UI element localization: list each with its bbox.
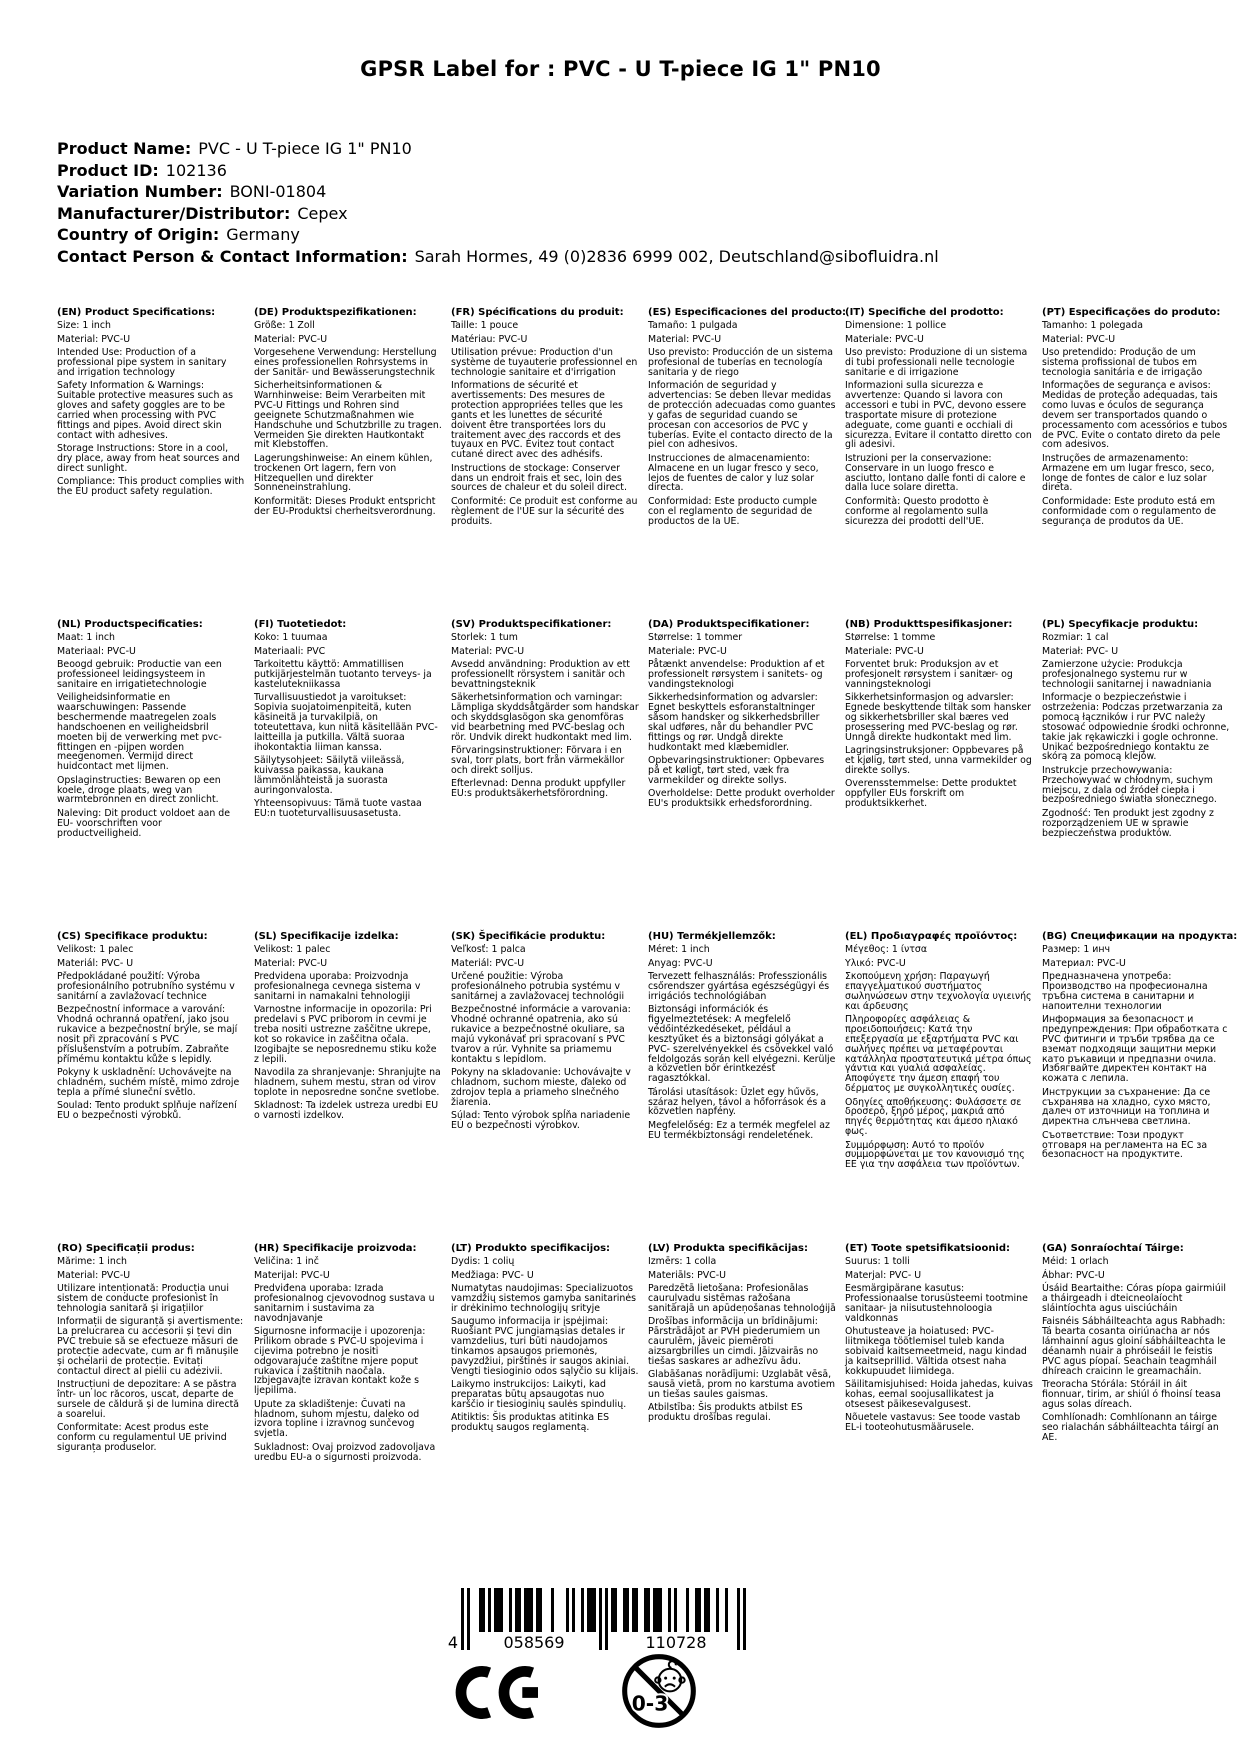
lang-block-paragraph: Instructions de stockage: Conserver dans un endroit frais et sec, loin des sources de chaleur et du soleil direct. [451,462,627,494]
lang-block-paragraph: Tervezett felhasználás: Professzionális csőrendszer gyártása egészségügyi és irrigációs technológiában [648,970,830,1002]
lang-block-paragraph: Safety Information & Warnings: Suitable protective measures such as gloves and safety goggles are to be carried when processing with PVC fittings and pipes. Avoid direct skin contact with adhesives. [57,380,234,441]
lang-block-paragraph: Turvallisuustiedot ja varoitukset: Sopivia suojatoimenpiteitä, kuten käsineitä ja turvakilpiä, on toteutettava, kun niitä käsitellään PVC-laitteilla ja putkilla. Vältä suoraa ihokontaktia liiman kanssa. [254,692,438,753]
lang-block-paragraph: Materiāls: PVC-U [648,1269,726,1281]
lang-block-paragraph: Compliance: This product complies with the EU product safety regulation. [57,475,245,497]
lang-block-paragraph: Sikkerhedsinformation og advarsler: Egnet beskyttels esforanstaltninger såsom handsker og sikkerhedsbriller skal udføres, når du behandler PVC fittings og rør. Undgå direkte hudkontakt med klæbemidler. [648,692,820,753]
product-name-row [57,138,939,160]
lang-block-paragraph: Taille: 1 pouce [451,320,519,332]
lang-block-paragraph: Laikymo instrukcijos: Laikyti, kad preparatas būtų apsaugotas nuo karščio ir tiesioginių saulės spindulių. [451,1378,627,1410]
lang-block-el [845,932,1033,1244]
lang-block-paragraph: Conformità: Questo prodotto è conforme al regolamento sulla sicurezza dei prodotti dell'UE. [845,495,989,527]
lang-block-heading: (RO) Specificații produs: [57,1243,195,1254]
lang-block-paragraph: Påtænkt anvendelse: Produktion af et professionelt rørsystem i sanitets- og vandingsteknologi [648,658,825,690]
contact-row [57,246,939,268]
lang-block-paragraph: Sukladnost: Ovaj proizvod zadovoljava uredbu EU-a o sigurnosti proizvoda. [254,1441,436,1463]
lang-block-paragraph: Velikost: 1 palec [57,944,134,956]
lang-block-paragraph: Bezpečnostní informace a varování: Vhodná ochranná opatření, jako jsou rukavice a bezpečnostní brýle, se mají nosit při zpracování s PVC příslušenstvím a potrubím. Zabraňte přímému kontaktu kůže s lepidly. [57,1004,238,1065]
country-of-origin-value: Germany [226,225,300,245]
lang-block-heading: (EN) Product Specifications: [57,307,216,318]
barcode-bar [743,1588,746,1650]
lang-block-paragraph: Storage Instructions: Store in a cool, dry place, away from heat sources and direct sunlight. [57,442,240,474]
lang-block-paragraph: Úsáid Beartaithe: Córas píopa gairmiúil a tháirgeadh i dteicneolaíocht sláintíochta agus uisciúcháin [1042,1282,1226,1314]
lang-block-paragraph: Uso previsto: Produzione di un sistema di tubi professionali nelle tecnologie sanitarie e di irrigazione [845,346,1028,378]
product-name-value: PVC - U T-piece IG 1" PN10 [198,139,412,158]
variation-number-label: Variation Number: [57,182,223,202]
lang-block-heading: (EL) Προδιαγραφές προϊόντος: [845,931,1018,942]
product-name-label: Product Name: [57,139,192,158]
product-info-block [57,138,939,268]
lang-block-paragraph: Συμμόρφωση: Αυτό το προϊόν συμμορφώνεται με τον κανονισμό της ΕΕ για την ασφάλεια των προϊόντων. [845,1139,1025,1171]
lang-block-paragraph: Avsedd användning: Produktion av ett professionellt rörsystem i sanitär och bevattningsteknik [451,658,630,690]
lang-block-paragraph: Sikkerhetsinformasjon og advarsler: Egnede beskyttende tiltak som hansker og sikkerhetsbriller skal bæres ved prosessering med PVC-beslag og rør. Unngå direkte hudkontakt med lim. [845,692,1031,743]
lang-block-paragraph: Materiale: PVC-U [845,645,924,657]
lang-block-paragraph: Съответствие: Този продукт отговаря на регламента на ЕС за безопасност на продуктите. [1042,1129,1208,1161]
lang-block-paragraph: Informações de segurança e avisos: Medidas de proteção adequadas, tais como luvas e óculos de segurança devem ser transportados quando o processamento com acessórios e tubos de PVC. Evite o contato direto da pele com adesivos. [1042,380,1228,451]
lang-block-pl [1042,620,1230,932]
lang-block-paragraph: Предназначена употреба: Производство на професионална тръбна система в санитарни и напоителни технологии [1042,970,1208,1012]
manufacturer-label: Manufacturer/Distributor: [57,203,291,223]
product-id-row [57,160,939,182]
lang-block-paragraph: Megfelelőség: Ez a termék megfelel az EU termékbiztonsági rendeletének. [648,1119,830,1141]
lang-block-paragraph: Atbilstība: Šis produkts atbilst ES produktu drošības regulai. [648,1402,803,1423]
lang-block-paragraph: Sigurnosne informacije i upozorenja: Prilikom obrade s PVC-U spojevima i cijevima potrebno je nositi odgovarajuće zaštitne mjere poput rukavica i zaštitnih naočala. Izbjegavajte izravan kontakt kože s ljepilima. [254,1325,426,1397]
lang-block-heading: (DE) Produktspezifikationen: [254,307,417,318]
lang-block-paragraph: Tárolási utasítások: Üzlet egy hűvös, száraz helyen, távol a hőforrások és a közvetlen napfény. [648,1086,827,1118]
lang-block-paragraph: Overholdelse: Dette produkt overholder EU's produktsikk erhedsforordning. [648,787,835,809]
lang-block-nb [845,620,1033,932]
lang-block-paragraph: Tamaño: 1 pulgada [648,320,738,332]
lang-block-heading: (CS) Specifikace produktu: [57,931,208,942]
lang-block-paragraph: Předpokládané použití: Výroba profesionálního potrubního systému v sanitární a zavlažovací technice [57,970,235,1002]
lang-block-paragraph: Größe: 1 Zoll [254,320,315,332]
lang-block-heading: (HU) Termékjellemzők: [648,931,776,942]
product-id-value: 102136 [165,160,227,180]
lang-block-paragraph: Vorgesehene Verwendung: Herstellung eines professionellen Rohrsystems in der Sanitär- und Bewässerungstechnik [254,346,437,378]
lang-block-paragraph: Predvidena uporaba: Proizvodnja profesionalnega cevnega sistema v sanitarni in namakalni tehnologiji [254,970,421,1002]
lang-block-paragraph: Tamanho: 1 polegada [1042,320,1143,332]
lang-block-hr [254,1244,442,1556]
lang-block-paragraph: Paredzētā lietošana: Profesionālas cauruļvadu sistēmas ražošana sanitārajā un apūdeņošanas tehnoloģijā [648,1282,836,1314]
lang-block-paragraph: Dydis: 1 colių [451,1256,515,1268]
lang-block-paragraph: Intended Use: Production of a professional pipe system in sanitary and irrigation technology [57,346,227,378]
lang-block-paragraph: Material: PVC-U [648,333,722,345]
lang-block-paragraph: Efterlevnad: Denna produkt uppfyller EU:s produktsäkerhetsförordning. [451,778,626,799]
lang-block-paragraph: Materiaal: PVC-U [57,645,136,657]
lang-block-heading: (LT) Produkto specifikacijos: [451,1243,611,1254]
lang-block-lv [648,1244,836,1556]
lang-block-paragraph: Veiligheidsinformatie en waarschuwingen: Passende beschermende maatregelen zoals handschoenen en veiligheidsbril moeten bij de verwerking met pvc- fittingen en -pijpen worden meegenomen. Vermijd direct huidcontact met lijmen. [57,692,222,773]
lang-block-ga [1042,1244,1230,1556]
lang-block-paragraph: Pokyny k uskladnění: Uchovávejte na chladném, suchém místě, mimo zdroje tepla a přímé sluneční světlo. [57,1066,240,1098]
lang-block-paragraph: Informazioni sulla sicurezza e avvertenze: Quando si lavora con accessori e tubi in PVC, devono essere trasportate misure di protezione adeguate, come guanti e occhiali di sicurezza. Evitare il contatto diretto con gli adesivi. [845,380,1032,451]
lang-block-heading: (HR) Specifikacije proizvoda: [254,1243,417,1254]
lang-block-paragraph: Zamierzone użycie: Produkcja profesjonalnego systemu rur w technologii sanitarnej i nawadniania [1042,658,1212,690]
lang-block-paragraph: Información de seguridad y advertencias: Se deben llevar medidas de protección adecuadas como guantes y gafas de seguridad cuando se procesan con accesorios de PVC y tuberías. Evite el contacto directo de la piel con adhesivos. [648,380,836,451]
manufacturer-value: Cepex [297,203,348,223]
lang-block-paragraph: Rozmiar: 1 cal [1042,632,1109,644]
lang-block-paragraph: Biztonsági információk és figyelmeztetések: A megfelelő védőintézkedéseket, például a kesztyűket és a biztonsági gólyákat a PVC- szerelvényekkel és csövekkel való feldolgozás során kell elvégezni. Kerülje a közvetlen bőr érintkezést ragasztókkal. [648,1004,836,1085]
lang-block-heading: (BG) Спецификации на продукта: [1042,931,1238,942]
lang-block-paragraph: Säilytysohjeet: Säilytä viileässä, kuivassa paikassa, kaukana lämmönlähteistä ja suorasta auringonvalosta. [254,754,405,796]
lang-block-ro [57,1244,245,1556]
lang-block-paragraph: Numatytas naudojimas: Specializuotos vamzdžių sistemos gamyba sanitarinės ir drėkinimo technologijų srityje [451,1282,636,1314]
lang-block-paragraph: Dimensione: 1 pollice [845,320,947,332]
lang-block-paragraph: Materiaali: PVC [254,645,326,657]
lang-block-paragraph: Méret: 1 inch [648,944,710,956]
lang-block-paragraph: Conformidade: Este produto está em conformidade com o regulamento de segurança de produtos da UE. [1042,495,1217,527]
barcode-left-digits: 058569 [503,1633,565,1652]
lang-block-paragraph: Materiale: PVC-U [648,645,727,657]
lang-block-paragraph: Varnostne informacije in opozorila: Pri predelavi s PVC priborom in cevmi je treba nositi ustrezne zaščitne ukrepe, kot so rokavice in zaščitna očala. Izogibajte se neposrednemu stiku kože z lepili. [254,1004,437,1065]
lang-block-fi [254,620,442,932]
lang-block-paragraph: Soulad: Tento produkt splňuje nařízení EU o bezpečnosti výrobků. [57,1099,237,1121]
lang-block-paragraph: Conformitate: Acest produs este conform cu regulamentul UE privind siguranța produselor. [57,1421,227,1453]
lang-block-nl [57,620,245,932]
lang-block-paragraph: Материал: PVC-U [1042,957,1126,969]
variation-number-value: BONI-01804 [229,182,327,202]
lang-block-paragraph: Tarkoitettu käyttö: Ammatillisen putkijärjestelmän tuotanto terveys- ja kastelutekniikassa [254,658,432,690]
lang-block-heading: (NB) Produkttspesifikasjoner: [845,619,1013,630]
lang-block-paragraph: Naleving: Dit product voldoet aan de EU- voorschriften voor productveiligheid. [57,807,230,839]
lang-block-heading: (PT) Especificações do produto: [1042,307,1221,318]
lang-block-paragraph: Инструкции за съхранение: Да се съхранява на хладно, сухо място, далеч от източници на топлина и директна слънчева светлина. [1042,1086,1211,1128]
lang-block-paragraph: Информация за безопасност и предупреждения: При обработката с PVC фитинги и тръби трябва да се вземат подходящи защитни мерки като ръкавици и предпазни очила. Избягвайте директен контакт на кожата с лепила. [1042,1013,1228,1085]
lang-block-paragraph: Maat: 1 inch [57,632,115,644]
page-title: GPSR Label for : PVC - U T-piece IG 1" PN10 [360,57,881,81]
lang-block-paragraph: Conformité: Ce produit est conforme au règlement de l'UE sur la sécurité des produits. [451,495,638,527]
lang-block-paragraph: Størrelse: 1 tommer [648,632,743,644]
lang-block-paragraph: Material: PVC-U [254,957,328,969]
lang-block-paragraph: Opbevaringsinstruktioner: Opbevares på et køligt, tørt sted, væk fra varmekilder og direkte sollys. [648,754,825,786]
lang-block-paragraph: Størrelse: 1 tomme [845,632,936,644]
lang-block-paragraph: Mărime: 1 inch [57,1256,127,1268]
lang-block-heading: (ET) Toote spetsifikatsioonid: [845,1243,1011,1254]
lang-block-heading: (LV) Produkta specifikācijas: [648,1243,808,1254]
lang-block-paragraph: Μέγεθος: 1 ίντσα [845,944,928,956]
lang-block-paragraph: Informacje o bezpieczeństwie i ostrzeżenia: Podczas przetwarzania za pomocą łączników i rur PVC należy stosować odpowiednie środki ochronne, takie jak rękawiczki i gogle ochronne. Unikać bezpośredniego kontaktu ze skórą za pomocą klejów. [1042,692,1230,763]
contact-value: Sarah Hormes, 49 (0)2836 6999 002, Deutschland@sibofluidra.nl [414,246,939,266]
lang-block-paragraph: Zgodność: Ten produkt jest zgodny z rozporządzeniem UE w sprawie bezpieczeństwa produktów. [1042,807,1214,839]
lang-block-paragraph: Navodila za shranjevanje: Shranjujte na hladnem, suhem mestu, stran od virov toplote in neposredne sončne svetlobe. [254,1066,441,1098]
lang-block-paragraph: Uso pretendido: Produção de um sistema profissional de tubos em tecnologia sanitária e de irrigação [1042,346,1203,378]
lang-block-paragraph: Medžiaga: PVC- U [451,1269,534,1281]
lang-block-paragraph: Bezpečnostné informácie a varovania: Vhodné ochranné opatrenia, ako sú rukavice a bezpečnostné okuliare, sa majú vykonávať pri spracovaní s PVC tvarov a rúr. Vyhnite sa priamemu kontaktu s lepidlom. [451,1004,631,1065]
lang-block-paragraph: Istruzioni per la conservazione: Conservare in un luogo fresco e asciutto, lontano dalle fonti di calore e dalla luce solare diretta. [845,452,1026,494]
lang-block-heading: (SV) Produktspecifikationer: [451,619,612,630]
lang-block-paragraph: Materiál: PVC- U [57,957,134,969]
lang-block-paragraph: Yhteensopivuus: Tämä tuote vastaa EU:n tuoteturvallisuusasetusta. [254,797,422,819]
lang-block-cs [57,932,245,1244]
lang-block-paragraph: Förvaringsinstruktioner: Förvara i en sval, torr plats, bort från värmekällor och direkt solljus. [451,744,625,776]
lang-block-paragraph: Velikost: 1 palec [254,944,331,956]
lang-block-paragraph: Informations de sécurité et avertissements: Des mesures de protection appropriées telles que les gants et les lunettes de sécurité doivent être transportées lors du traitement avec des raccords et des tuyaux en PVC. Évitez tout contact cutané direct avec des adhésifs. [451,380,623,461]
lang-block-paragraph: Veličina: 1 inč [254,1256,319,1268]
barcode-right-digits: 110728 [645,1633,707,1652]
language-grid [57,307,1238,1556]
lang-block-lt [451,1244,639,1556]
age-warning-0-3-icon [620,1652,698,1734]
lang-block-sv [451,620,639,932]
lang-block-paragraph: Izmērs: 1 colla [648,1256,717,1268]
lang-block-paragraph: Πληροφορίες ασφάλειας & προειδοποιήσεις: Κατά την επεξεργασία με εξαρτήματα PVC και σωλήνες πρέπει να μεταφέρονται κατάλληλα προστατευτικά μέτρα όπως γάντια και γυαλιά ασφαλείας. Αποφύγετε την άμεση επαφή του δέρματος με συγκολλητικές ουσίες. [845,1013,1032,1095]
lang-block-sk [451,932,639,1244]
age-warning-range-text: 0-3 [631,1691,669,1716]
lang-block-paragraph: Treoracha Stórála: Stóráil in áit fionnuar, tirim, ar shiúl ó fhoinsí teasa agus solas díreach. [1042,1378,1221,1410]
lang-block-heading: (GA) Sonraíochtaí Táirge: [1042,1243,1184,1254]
lang-block-paragraph: Upute za skladištenje: Čuvati na hladnom, suhom mjestu, daleko od izvora topline i izravnog sunčevog svjetla. [254,1398,420,1440]
lang-block-de [254,308,442,620]
variation-number-row [57,181,939,203]
lang-block-paragraph: Instrucciones de almacenamiento: Almacene en un lugar fresco y seco, lejos de fuentes de calor y luz solar directa. [648,452,819,494]
lang-block-paragraph: Säilitamisjuhised: Hoida jahedas, kuivas kohas, eemal soojusallikatest ja otsesest päikesevalgusest. [845,1378,1033,1410]
lang-block-heading: (ES) Especificaciones del producto: [648,307,847,318]
lang-block-paragraph: Pokyny na skladovanie: Uchovávajte v chladnom, suchom mieste, ďaleko od zdrojov tepla a priameho slnečného žiarenia. [451,1066,631,1108]
lang-block-paragraph: Ábhar: PVC-U [1042,1269,1105,1281]
lang-block-paragraph: Glabāšanas norādījumi: Uzglabāt vēsā, sausā vietā, prom no karstuma avotiem un tiešas saules gaismas. [648,1368,836,1400]
ce-mark-icon [452,1666,538,1723]
lang-block-es [648,307,847,620]
lang-block-paragraph: Koko: 1 tuumaa [254,632,328,644]
lang-block-paragraph: Utilisation prévue: Production d'un système de tuyauterie professionnel en technologie sanitaire et d'irrigation [451,346,638,378]
product-id-label: Product ID: [57,160,159,180]
lang-block-paragraph: Säkerhetsinformation och varningar: Lämpliga skyddsåtgärder som handskar och skyddsglasögon ska genomföras vid bearbetning med PVC-beslag och rör. Undvik direkt hudkontakt med lim. [451,692,639,743]
lang-block-paragraph: Veľkosť: 1 palca [451,944,526,956]
lang-block-paragraph: Size: 1 inch [57,320,111,332]
lang-block-paragraph: Konformität: Dieses Produkt entspricht der EU-Produktsi cherheitsverordnung. [254,495,436,517]
lang-block-bg [1042,931,1238,1244]
lang-block-paragraph: Forventet bruk: Produksjon av et profesjonelt rørsystem i sanitær- og vanningsteknologi [845,658,1013,690]
lang-block-heading: (FR) Spécifications du produit: [451,307,624,318]
lang-block-heading: (PL) Specyfikacje produktu: [1042,619,1199,630]
lang-block-paragraph: Anyag: PVC-U [648,957,713,969]
lang-block-et [845,1244,1033,1556]
lang-block-paragraph: Conformidad: Este producto cumple con el reglamento de seguridad de productos de la UE. [648,495,818,527]
lang-block-heading: (FI) Tuotetiedot: [254,619,347,630]
country-of-origin-label: Country of Origin: [57,225,220,245]
lang-block-paragraph: Υλικό: PVC-U [845,957,906,969]
lang-block-paragraph: Predviđena uporaba: Izrada profesionalnog cjevovodnog sustava u sanitarnim i sustavima za navodnjavanje [254,1282,435,1324]
lang-block-paragraph: Utilizare intenționată: Producția unui sistem de conducte profesionist în tehnologia sanitară și irigațiilor [57,1282,229,1314]
lang-block-paragraph: Instrukcje przechowywania: Przechowywać w chłodnym, suchym miejscu, z dala od źródeł ciepła i bezpośredniego światła słonecznego. [1042,764,1217,806]
lang-block-paragraph: Materjal: PVC- U [845,1269,922,1281]
lang-block-heading: (DA) Produktspecifikationer: [648,619,810,630]
lang-block-paragraph: Skladnost: Ta izdelek ustreza uredbi EU o varnosti izdelkov. [254,1099,439,1121]
lang-block-paragraph: Atitiktis: Šis produktas atitinka ES produktų saugos reglamentą. [451,1411,610,1433]
lang-block-paragraph: Beoogd gebruik: Productie van een professioneel leidingsysteem in sanitaire en irrigatietechnologie [57,658,222,690]
barcode-first-digit: 4 [447,1633,458,1652]
country-of-origin-row [57,224,939,246]
contact-label: Contact Person & Contact Information: [57,246,408,266]
lang-block-en [57,308,245,620]
lang-block-paragraph: Nõuetele vastavus: See toode vastab EL-i tooteohutusmäärusele. [845,1411,1021,1433]
lang-block-paragraph: Σκοπούμενη χρήση: Παραγωγή επαγγελματικού συστήματος σωληνώσεων στην τεχνολογία υγιεινής και άρδευσης [845,970,1032,1012]
lang-block-sl [254,932,442,1244]
lang-block-fr [451,308,639,620]
lang-block-it [845,308,1033,620]
lang-block-paragraph: Lagringsinstruksjoner: Oppbevares på et kjølig, tørt sted, unna varmekilder og direkte sollys. [845,744,1032,776]
lang-block-paragraph: Instrucțiuni de depozitare: A se păstra într- un loc răcoros, uscat, departe de sursele de căldură și de lumina directă a soarelui. [57,1378,240,1420]
lang-block-heading: (NL) Productspecificaties: [57,619,203,630]
lang-block-heading: (IT) Specifiche del prodotto: [845,307,1004,318]
lang-block-paragraph: Suurus: 1 tolli [845,1256,910,1268]
lang-block-paragraph: Materiale: PVC-U [845,333,924,345]
lang-block-paragraph: Comhlíonadh: Comhlíonann an táirge seo rialachán sábháilteachta táirgí an AE. [1042,1411,1219,1443]
ean13-barcode [440,1588,770,1658]
lang-block-paragraph: Ohutusteave ja hoiatused: PVC-liitmikega töötlemisel tuleb kanda sobivaid kaitsemeetmeid, nagu kindad ja kaitseprillid. Vältida otsest naha kokkupuudet liimidega. [845,1325,1027,1377]
lang-block-paragraph: Drošības informācija un brīdinājumi: Pārstrādājot ar PVH piederumiem un caurulēm, jāveic piemēroti aizsargbrilles un cimdi. Jāizvairās no tiešas saskares ar adhezīvu ādu. [648,1316,821,1367]
lang-block-paragraph: Storlek: 1 tum [451,632,518,644]
lang-block-paragraph: Informații de siguranță și avertismente: La prelucrarea cu accesorii și țevi din PVC trebuie să se efectueze măsuri de protecție adecvate, cum ar fi mănușile și ochelarii de protecție. Evitați contactul direct al pielii cu adezivii. [57,1316,244,1377]
manufacturer-row [57,203,939,225]
lang-block-paragraph: Materiál: PVC-U [451,957,525,969]
lang-block-heading: (SL) Specifikacije izdelka: [254,931,399,942]
lang-block-paragraph: Lagerungshinweise: An einem kühlen, trockenen Ort lagern, fern von Hitzequellen und direkter Sonneneinstrahlung. [254,452,433,494]
lang-block-paragraph: Matériau: PVC-U [451,333,528,345]
lang-block-paragraph: Súlad: Tento výrobok spĺňa nariadenie EÚ o bezpečnosti výrobkov. [451,1109,631,1131]
lang-block-paragraph: Overensstemmelse: Dette produktet oppfyller EUs forskrift om produktsikkerhet. [845,778,1017,809]
lang-block-paragraph: Размер: 1 инч [1042,944,1111,956]
lang-block-paragraph: Saugumo informacija ir įspėjimai: Ruošiant PVC jungiamąsias detales ir vamzdelius, turi būti naudojamos tinkamos apsaugos priemonės, pavyzdžiui, pirštinės ir saugos akiniai. Vengti tiesioginio odos sąlyčio su klijais. [451,1316,639,1377]
lang-block-paragraph: Material: PVC-U [1042,333,1116,345]
lang-block-paragraph: Určené použitie: Výroba profesionálneho potrubia systému v sanitárnej a zavlažovacej technológii [451,970,625,1002]
lang-block-paragraph: Instruções de armazenamento: Armazene em um lugar fresco, seco, longe de fontes de calor e luz solar direta. [1042,452,1215,494]
lang-block-paragraph: Οδηγίες αποθήκευσης: Φυλάσσετε σε δροσερό, ξηρό μέρος, μακριά από πηγές θερμότητας και άμεσο ηλιακό φως. [845,1096,1022,1138]
lang-block-pt [1042,308,1230,620]
lang-block-paragraph: Opslaginstructies: Bewaren op een koele, droge plaats, weg van warmtebronnen en direct zonlicht. [57,774,221,806]
lang-block-paragraph: Material: PVC-U [254,333,328,345]
lang-block-paragraph: Méid: 1 orlach [1042,1256,1109,1268]
lang-block-paragraph: Faisnéis Sábháilteachta agus Rabhadh: Tá bearta cosanta oiriúnacha ar nós lámhainní agus gloiní sábháilteachta le déanamh nuair a phróiseáil le feistis PVC agus píopaí. Seachain teagmháil dhíreach craicinn le greamacháin. [1042,1316,1226,1377]
lang-block-hu [648,932,836,1244]
lang-block-heading: (SK) Špecifikácie produktu: [451,931,606,942]
lang-block-paragraph: Material: PVC-U [57,333,131,345]
lang-block-paragraph: Materijal: PVC-U [254,1269,330,1281]
lang-block-paragraph: Material: PVC-U [451,645,525,657]
lang-block-paragraph: Eesmärgipärane kasutus: Professionaalse torusüsteemi tootmine sanitaar- ja niisutustehnoloogia valdkonnas [845,1282,1028,1324]
lang-block-paragraph: Materiał: PVC- U [1042,645,1119,657]
lang-block-paragraph: Sicherheitsinformationen & Warnhinweise: Beim Verarbeiten mit PVC-U Fittings und Rohren sind geeignete Schutzmaßnahmen wie Handschuhe und Schutzbrille zu tragen. Vermeiden Sie direkten Hautkontakt mit Klebstoffen. [254,380,442,451]
lang-block-da [648,620,836,932]
lang-block-paragraph: Material: PVC-U [57,1269,131,1281]
lang-block-paragraph: Uso previsto: Producción de un sistema profesional de tuberías en tecnología sanitaria y de riego [648,346,834,378]
